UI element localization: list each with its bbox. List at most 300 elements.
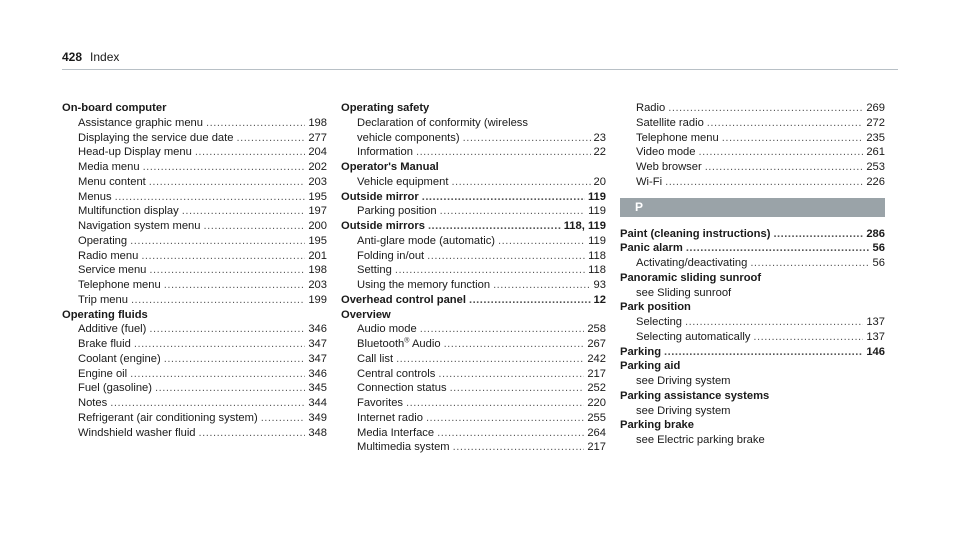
entry-text: Service menu	[78, 264, 147, 277]
entry-text: Radio	[636, 102, 666, 114]
entry-text: Media Interface	[357, 426, 435, 439]
index-entry	[341, 293, 606, 308]
page-reference[interactable]: 242	[587, 352, 606, 365]
dot-leader	[469, 293, 591, 308]
index-subentry	[62, 190, 327, 205]
entry-text: Menu content	[78, 175, 146, 188]
dot-leader	[438, 367, 584, 382]
dot-leader	[206, 116, 305, 131]
entry-label	[78, 322, 146, 337]
index-subentry	[62, 367, 327, 382]
page-reference[interactable]: 20	[593, 175, 606, 188]
index-subentry	[341, 440, 606, 455]
dot-leader	[722, 131, 864, 146]
dot-leader	[396, 352, 584, 367]
dot-leader	[705, 160, 864, 175]
section-title: Index	[90, 50, 120, 64]
dot-leader	[149, 322, 305, 337]
entry-text: Additive (fuel)	[78, 323, 147, 336]
index-subentry	[341, 367, 606, 382]
page-reference[interactable]: 22	[593, 146, 606, 159]
index-entry	[620, 359, 885, 374]
section-letter-bar: P	[620, 198, 885, 217]
page-reference[interactable]: 146	[866, 345, 885, 358]
entry-label	[78, 337, 131, 352]
entry-text: Menus	[78, 190, 112, 203]
index-subentry	[620, 175, 885, 190]
index-column-1	[62, 101, 327, 440]
page-reference[interactable]: 344	[308, 397, 327, 409]
dot-leader	[130, 367, 305, 382]
index-see-reference: see Driving system	[636, 404, 731, 417]
entry-label	[620, 390, 769, 402]
page-reference[interactable]: 119	[588, 234, 606, 247]
index-subentry	[62, 219, 327, 234]
entry-text: Operating safety	[341, 102, 430, 114]
entry-label	[357, 204, 437, 219]
page-reference[interactable]: 119	[587, 190, 606, 203]
entry-text: Displaying the service due date	[78, 131, 234, 144]
page-header	[62, 50, 119, 64]
entry-label	[357, 367, 435, 382]
index-entry	[620, 345, 885, 360]
entry-text: Paint (cleaning instructions)	[620, 227, 771, 240]
dot-leader	[416, 145, 591, 160]
page-reference[interactable]: 347	[308, 352, 327, 365]
page-reference[interactable]: 261	[866, 146, 885, 159]
dot-leader	[686, 241, 870, 256]
index-subentry	[620, 330, 885, 345]
page-reference[interactable]: 195	[308, 234, 327, 247]
dot-leader	[143, 160, 306, 175]
index-subentry	[341, 175, 606, 190]
entry-text: Anti-glare mode (automatic)	[357, 234, 496, 247]
dot-leader	[753, 330, 863, 345]
dot-leader	[110, 396, 305, 411]
index-subentry	[62, 411, 327, 426]
index-subentry	[62, 337, 327, 352]
page-reference[interactable]: 286	[866, 227, 885, 240]
entry-text: Vehicle equipment	[357, 175, 449, 188]
entry-label	[62, 309, 148, 321]
entry-label	[357, 337, 441, 352]
entry-label	[357, 352, 393, 367]
entry-label	[62, 102, 166, 114]
index-subentry	[62, 426, 327, 441]
dot-leader	[199, 426, 306, 441]
index-entry	[620, 241, 885, 256]
page-reference[interactable]: 118	[588, 264, 606, 277]
index-subentry	[62, 234, 327, 249]
dot-leader	[668, 101, 863, 116]
index-subentry	[341, 322, 606, 337]
entry-label	[78, 249, 138, 264]
entry-text: Satellite radio	[636, 116, 704, 129]
dot-leader	[130, 234, 305, 249]
entry-label	[636, 101, 665, 116]
entry-label	[636, 131, 719, 146]
dot-leader	[204, 219, 306, 234]
page-reference[interactable]: 220	[587, 397, 606, 409]
entry-text: Head-up Display menu	[78, 146, 192, 159]
entry-text: Assistance graphic menu	[78, 116, 203, 129]
page-reference[interactable]: 235	[866, 131, 885, 144]
index-see-reference: see Driving system	[636, 375, 731, 387]
page-reference[interactable]: 267	[587, 338, 606, 350]
index-subentry	[620, 101, 885, 116]
index-subentry	[341, 249, 606, 264]
index-subentry	[341, 352, 606, 367]
entry-text: Radio menu	[78, 249, 139, 262]
entry-text: On-board computer	[62, 102, 167, 114]
page-reference[interactable]: 347	[308, 338, 327, 350]
trademark-mark: ®	[404, 337, 410, 345]
entry-label	[636, 160, 702, 175]
entry-text: Trip menu	[78, 293, 128, 306]
index-subentry	[62, 396, 327, 411]
dot-leader	[707, 116, 864, 131]
index-entry	[620, 227, 885, 242]
dot-leader	[428, 219, 561, 234]
dot-leader	[182, 204, 306, 219]
entry-text: Telephone menu	[636, 131, 719, 144]
index-subentry	[62, 175, 327, 190]
dot-leader	[437, 426, 584, 441]
index-subentry	[341, 204, 606, 219]
entry-text: Overview	[341, 308, 391, 321]
entry-label	[636, 315, 682, 330]
page-reference[interactable]: 137	[866, 316, 885, 328]
dot-leader	[141, 249, 305, 264]
index-subentry	[62, 131, 327, 146]
entry-label	[636, 145, 696, 160]
entry-text: Folding in/out	[357, 249, 425, 262]
entry-text: Outside mirrors	[341, 220, 425, 232]
entry-label	[357, 411, 423, 426]
entry-text: Internet radio	[357, 411, 423, 424]
entry-label	[357, 278, 490, 293]
page-reference[interactable]: 23	[593, 131, 606, 144]
page-number: 428	[62, 50, 83, 64]
index-see-reference: see Sliding sunroof	[636, 286, 732, 299]
index-subentry	[341, 381, 606, 396]
page-reference[interactable]: 12	[593, 293, 606, 306]
entry-text: Video mode	[636, 146, 696, 159]
entry-label	[357, 131, 460, 146]
index-subentry	[341, 337, 606, 352]
index-subentry	[62, 293, 327, 308]
page-reference[interactable]: 198	[308, 264, 327, 277]
index-entry	[62, 308, 327, 323]
index-subentry	[341, 411, 606, 426]
entry-text: Connection status	[357, 382, 447, 395]
dot-leader	[420, 322, 585, 337]
dot-leader	[164, 352, 306, 367]
dot-leader	[115, 190, 306, 205]
index-entry	[341, 101, 606, 116]
entry-label	[620, 360, 680, 372]
entry-text: Navigation system menu	[78, 220, 201, 232]
page-reference[interactable]: 346	[308, 367, 327, 380]
entry-label	[620, 241, 683, 256]
index-subentry	[620, 145, 885, 160]
page-reference[interactable]: 118	[588, 249, 606, 262]
dot-leader	[699, 145, 864, 160]
entry-label	[620, 227, 770, 242]
entry-text: Favorites	[357, 397, 404, 409]
index-entry	[620, 271, 885, 286]
entry-text: Audio mode	[357, 323, 417, 336]
entry-text: Call list	[357, 352, 394, 365]
page-reference[interactable]: 200	[308, 220, 327, 232]
dot-leader	[440, 204, 586, 219]
entry-label	[636, 330, 750, 345]
page-reference[interactable]: 345	[308, 382, 327, 395]
entry-label	[78, 367, 127, 382]
entry-text: Selecting	[636, 316, 683, 328]
page-reference[interactable]: 202	[308, 161, 327, 173]
index-column-2	[341, 101, 606, 455]
entry-text: Multifunction display	[78, 205, 179, 218]
page-reference[interactable]: 195	[308, 190, 327, 203]
entry-text: Panic alarm	[620, 242, 683, 255]
entry-text: Notes	[78, 397, 108, 409]
entry-label	[78, 381, 152, 396]
page-reference[interactable]: 349	[308, 411, 327, 424]
entry-label	[341, 293, 466, 308]
entry-label	[78, 352, 161, 367]
entry-text: Operator's Manual	[341, 161, 439, 173]
page-reference[interactable]: 269	[866, 102, 885, 114]
dot-leader	[450, 381, 585, 396]
page-reference[interactable]: 119	[588, 205, 606, 218]
entry-label	[78, 263, 146, 278]
index-subentry	[341, 145, 606, 160]
entry-text: Bluetooth	[357, 338, 405, 350]
page-reference[interactable]: 255	[587, 411, 606, 424]
index-column-3	[620, 101, 885, 448]
entry-text: Selecting automatically	[636, 330, 751, 343]
entry-label	[620, 345, 661, 360]
entry-label	[357, 249, 424, 264]
entry-text: Refrigerant (air conditioning system)	[78, 411, 258, 424]
page-reference[interactable]: 56	[872, 257, 885, 269]
entry-text: Parking brake	[620, 419, 694, 432]
index-entry	[341, 219, 606, 234]
entry-label	[357, 426, 434, 441]
page-reference[interactable]: 348	[308, 426, 327, 439]
entry-label	[357, 175, 448, 190]
entry-text-continued: Audio	[409, 338, 441, 350]
page-reference[interactable]: 197	[308, 205, 327, 218]
entry-label	[78, 293, 128, 308]
index-entry	[620, 418, 885, 433]
page-reference[interactable]: 203	[308, 175, 327, 188]
index-subentry	[341, 396, 606, 411]
page-reference[interactable]: 199	[308, 293, 327, 306]
entry-text: Central controls	[357, 367, 436, 380]
dot-leader	[463, 131, 591, 146]
entry-label	[620, 272, 761, 284]
dot-leader	[149, 175, 306, 190]
entry-label	[341, 161, 439, 173]
entry-text: Windshield washer fluid	[78, 426, 196, 439]
page-reference[interactable]: 258	[587, 323, 606, 336]
index-entry	[341, 160, 606, 175]
dot-leader	[750, 256, 869, 271]
dot-leader	[498, 234, 585, 249]
entry-label	[357, 145, 413, 160]
entry-label	[357, 234, 495, 249]
entry-text: Using the memory function	[357, 279, 491, 291]
page-reference[interactable]: 226	[866, 175, 885, 188]
dot-leader	[236, 131, 305, 146]
dot-leader	[155, 381, 305, 396]
page-reference[interactable]: 201	[308, 249, 327, 262]
entry-label	[78, 278, 161, 293]
entry-label	[620, 301, 691, 313]
entry-label	[341, 219, 425, 234]
entry-text: Operating fluids	[62, 308, 148, 321]
entry-text: Brake fluid	[78, 338, 131, 350]
page-reference[interactable]: 118, 119	[563, 220, 606, 232]
dot-leader	[493, 278, 590, 293]
entry-text: vehicle components)	[357, 131, 460, 144]
entry-label	[78, 190, 112, 205]
page-reference[interactable]: 203	[308, 279, 327, 291]
entry-label	[636, 256, 747, 271]
entry-label	[78, 204, 179, 219]
entry-label	[78, 234, 127, 249]
entry-label	[357, 322, 417, 337]
entry-label	[357, 440, 450, 455]
dot-leader	[149, 263, 305, 278]
index-see-reference: see Electric parking brake	[636, 434, 765, 446]
entry-label	[357, 381, 447, 396]
dot-leader	[395, 263, 585, 278]
page-reference[interactable]: 204	[308, 146, 327, 159]
index-subentry	[62, 249, 327, 264]
index-subentry	[620, 315, 885, 330]
page-reference[interactable]: 264	[587, 426, 606, 439]
entry-label	[357, 396, 403, 411]
entry-text: Fuel (gasoline)	[78, 382, 152, 395]
dot-leader	[131, 293, 305, 308]
entry-label	[341, 190, 419, 205]
entry-label	[78, 160, 140, 175]
index-subentry	[62, 263, 327, 278]
page-reference[interactable]: 56	[872, 242, 885, 255]
entry-text: Parking	[620, 345, 662, 358]
dot-leader	[665, 175, 863, 190]
dot-leader	[444, 337, 585, 352]
entry-text: Wi-Fi	[636, 175, 663, 188]
dot-leader	[451, 175, 590, 190]
dot-leader	[427, 249, 585, 264]
index-subentry	[62, 204, 327, 219]
index-entry	[620, 300, 885, 315]
index-subentry	[341, 278, 606, 293]
entry-label	[78, 131, 233, 146]
index-subentry	[620, 116, 885, 131]
entry-text: Overhead control panel	[341, 293, 466, 306]
entry-label	[636, 175, 662, 190]
index-subentry	[62, 278, 327, 293]
page-reference[interactable]: 198	[308, 116, 327, 129]
index-subentry	[62, 145, 327, 160]
index-subentry	[341, 234, 606, 249]
dot-leader	[195, 145, 306, 160]
entry-text: Parking position	[357, 205, 437, 218]
entry-label	[341, 102, 429, 114]
entry-text: Multimedia system	[357, 441, 450, 454]
index-entry	[341, 190, 606, 205]
entry-text: Outside mirror	[341, 190, 419, 203]
entry-text: Engine oil	[78, 367, 128, 380]
index-subentry	[62, 352, 327, 367]
entry-label	[341, 309, 391, 321]
entry-text: Coolant (engine)	[78, 352, 161, 365]
entry-label	[78, 116, 203, 131]
entry-text: Activating/deactivating	[636, 257, 748, 269]
page-reference[interactable]: 137	[866, 330, 885, 343]
index-subentry	[341, 263, 606, 278]
index-subentry	[620, 256, 885, 271]
dot-leader	[664, 345, 863, 360]
entry-text: Information	[357, 146, 413, 159]
entry-label	[78, 145, 192, 160]
dot-leader	[773, 227, 863, 242]
entry-text: Operating	[78, 234, 128, 247]
index-subentry	[620, 160, 885, 175]
index-entry	[341, 308, 606, 323]
entry-text: Telephone menu	[78, 279, 161, 291]
index-subentry	[341, 131, 606, 146]
page-reference[interactable]: 272	[866, 116, 885, 129]
page-reference[interactable]: 217	[587, 367, 606, 380]
dot-leader	[685, 315, 863, 330]
index-subentry	[62, 381, 327, 396]
page-reference[interactable]: 252	[587, 382, 606, 395]
dot-leader	[164, 278, 306, 293]
page-reference[interactable]: 277	[308, 131, 327, 144]
entry-label	[620, 419, 694, 431]
entry-label	[78, 426, 196, 441]
dot-leader	[261, 411, 306, 426]
entry-text: Web browser	[636, 161, 702, 173]
entry-label	[78, 396, 107, 411]
index-subentry	[62, 322, 327, 337]
page-reference[interactable]: 93	[593, 279, 606, 291]
index-see-reference: Declaration of conformity (wireless	[357, 116, 528, 129]
page-reference[interactable]: 346	[308, 323, 327, 336]
entry-text: Panoramic sliding sunroof	[620, 271, 762, 284]
entry-text: Setting	[357, 264, 392, 277]
page-reference[interactable]: 253	[866, 161, 885, 173]
dot-leader	[426, 411, 584, 426]
entry-label	[78, 175, 146, 190]
index-subentry	[620, 131, 885, 146]
dot-leader	[422, 190, 585, 205]
index-entry	[620, 389, 885, 404]
entry-text: Park position	[620, 301, 691, 314]
dot-leader	[134, 337, 305, 352]
entry-text: Media menu	[78, 161, 140, 173]
index-entry	[62, 101, 327, 116]
entry-label	[78, 411, 258, 426]
index-subentry	[62, 116, 327, 131]
page-reference[interactable]: 217	[587, 441, 606, 454]
